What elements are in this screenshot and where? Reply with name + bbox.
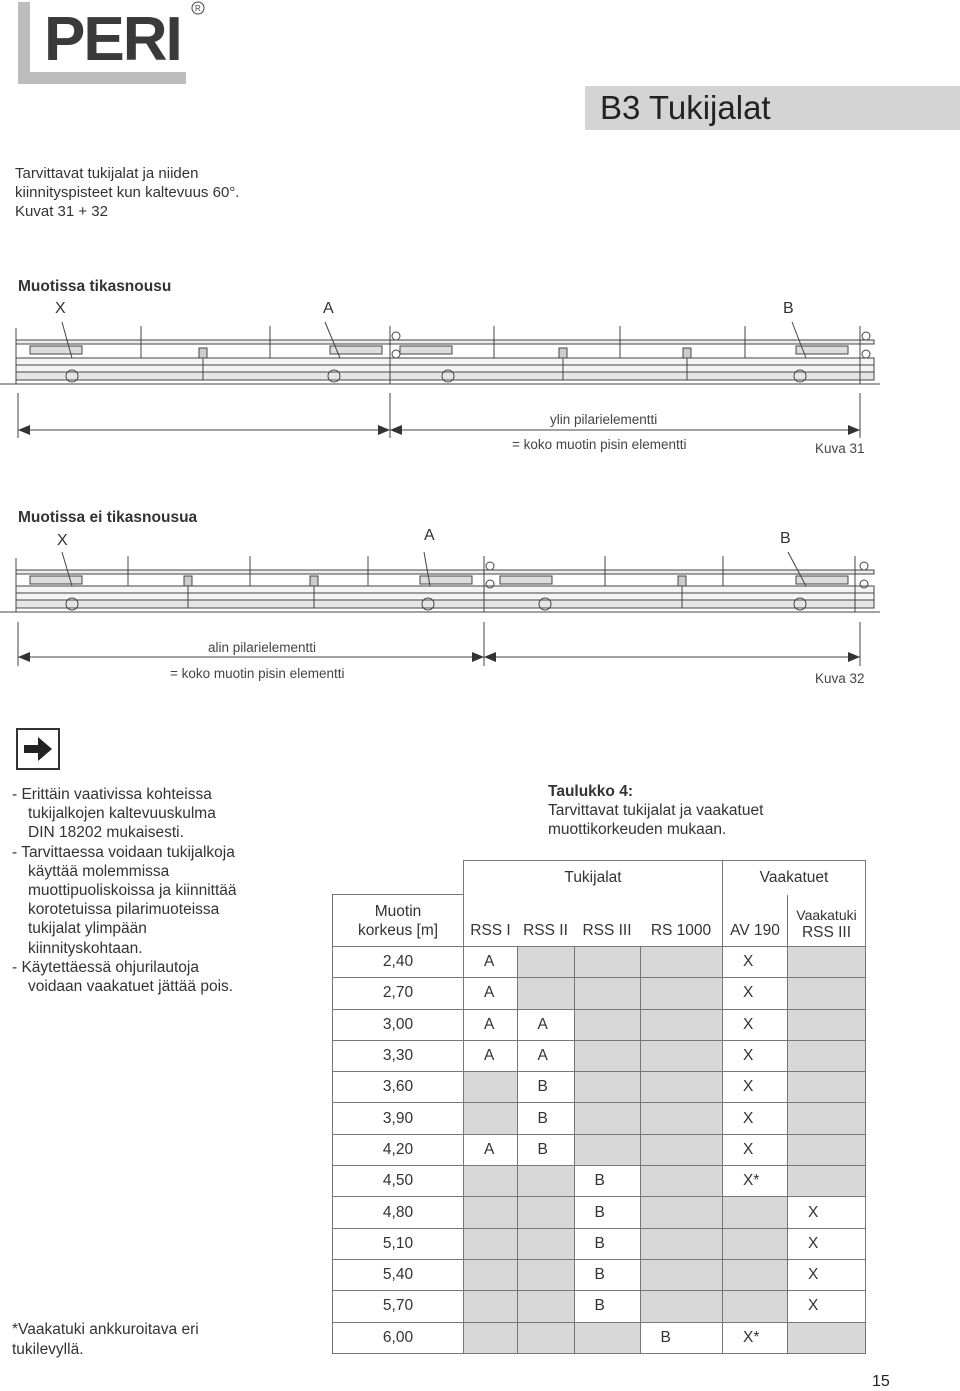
table-row (333, 1259, 866, 1290)
cell-value (641, 984, 661, 1001)
table-cell (464, 978, 518, 1009)
cell-value (641, 1016, 661, 1033)
page-title: B3 Tukijalat (600, 89, 771, 126)
cell-value: X (808, 1297, 819, 1315)
cell-value (788, 1047, 808, 1064)
cell-value (575, 1110, 595, 1127)
table-cell (464, 1228, 518, 1259)
cell-value: B (594, 1297, 605, 1315)
table-cell (788, 1009, 866, 1040)
fig31-dimension-note: = koko muotin pisin elementti (512, 437, 687, 452)
height-cell: 4,20 (333, 1134, 464, 1165)
note-line: kiinnityskohtaan. (28, 939, 143, 957)
table-cell (574, 1259, 640, 1290)
table-cell (640, 1072, 723, 1103)
column-header-height: Muotin korkeus [m] (333, 895, 464, 947)
column-header: RSS III (574, 895, 640, 947)
cell-value: B (594, 1203, 605, 1221)
fig31-label-b: B (783, 300, 794, 317)
table-cell (464, 1197, 518, 1228)
cell-value (575, 953, 595, 970)
table-cell (788, 1197, 866, 1228)
cell-value: A (484, 1047, 495, 1065)
cell-value (788, 1329, 808, 1346)
cell-value (641, 1141, 661, 1158)
table-cell (517, 1228, 574, 1259)
height-cell: 6,00 (333, 1322, 464, 1353)
table-cell (574, 947, 640, 978)
cell-value (518, 984, 538, 1001)
cell-value (641, 1110, 661, 1127)
table-cell (574, 978, 640, 1009)
table-row (333, 1291, 866, 1322)
table-cell (723, 1134, 788, 1165)
cell-value (641, 1172, 661, 1189)
table-cell (723, 1228, 788, 1259)
table-cell (788, 1103, 866, 1134)
cell-value (641, 1266, 661, 1283)
cell-value: B (660, 1328, 671, 1346)
height-cell: 3,60 (333, 1072, 464, 1103)
cell-value: B (594, 1172, 605, 1190)
cell-value (575, 1047, 595, 1064)
table-cell (640, 1166, 723, 1197)
fig32-dimension-note: = koko muotin pisin elementti (170, 666, 345, 681)
table-cell (788, 1040, 866, 1071)
cell-value (464, 1172, 484, 1189)
cell-value: B (537, 1140, 548, 1158)
table-row (333, 978, 866, 1009)
cell-value (788, 1016, 808, 1033)
table-cell (788, 1291, 866, 1322)
table-cell (640, 1322, 723, 1353)
group-header-vaakatuet: Vaakatuet (723, 861, 866, 895)
table-cell (723, 1072, 788, 1103)
cell-value (641, 1047, 661, 1064)
cell-value (641, 953, 661, 970)
support-table (332, 860, 866, 1354)
table-row (333, 1009, 866, 1040)
height-cell: 3,30 (333, 1040, 464, 1071)
cell-value: A (484, 953, 495, 971)
cell-value (575, 1329, 595, 1346)
cell-value: B (594, 1234, 605, 1252)
table-cell (788, 1134, 866, 1165)
table-cell (574, 1103, 640, 1134)
cell-value (641, 1235, 661, 1252)
cell-value: B (537, 1078, 548, 1096)
footnote-line: tukilevyllä. (12, 1340, 84, 1358)
table-cell (574, 1228, 640, 1259)
cell-value (788, 1172, 808, 1189)
cell-value: X (743, 1140, 754, 1158)
cell-value (464, 1297, 484, 1314)
column-header: RSS I (464, 895, 518, 947)
table-cell (464, 1103, 518, 1134)
table-cell (464, 1166, 518, 1197)
height-cell: 3,00 (333, 1009, 464, 1040)
table-cell (574, 1291, 640, 1322)
table-cell (574, 1040, 640, 1071)
table-cell (517, 1259, 574, 1290)
cell-value: A (537, 1047, 548, 1065)
table-cell (464, 1009, 518, 1040)
cell-value: A (484, 1015, 495, 1033)
cell-value (464, 1329, 484, 1346)
cell-value (464, 1266, 484, 1283)
fig31-label-a: A (323, 300, 334, 317)
fig32-formwork-drawing (0, 550, 960, 680)
footnote (12, 1320, 199, 1359)
table-cell (464, 1072, 518, 1103)
cell-value: X (743, 984, 754, 1002)
note-line: korotetuissa pilarimuoteissa (28, 901, 220, 919)
table-cell (517, 1072, 574, 1103)
cell-value (641, 1204, 661, 1221)
intro-line: Kuvat 31 + 32 (15, 203, 108, 220)
svg-text:R: R (195, 4, 201, 13)
cell-value: X (743, 1015, 754, 1033)
cell-value (641, 1078, 661, 1095)
cell-value (464, 1110, 484, 1127)
cell-value (788, 984, 808, 1001)
cell-value (464, 1078, 484, 1095)
cell-value: A (484, 1140, 495, 1158)
cell-value: X (743, 1109, 754, 1127)
cell-value (518, 1235, 538, 1252)
note-line: tukijalkojen kaltevuuskulma (28, 805, 216, 823)
table-cell (517, 1197, 574, 1228)
cell-value: A (484, 984, 495, 1002)
table-cell (640, 1197, 723, 1228)
fig32-label-x: X (57, 532, 68, 549)
cell-value: X (743, 1078, 754, 1096)
table-cell (517, 947, 574, 978)
table-cell (788, 947, 866, 978)
table-cell (464, 947, 518, 978)
cell-value (575, 984, 595, 1001)
table-cell (517, 1166, 574, 1197)
table-cell (517, 1040, 574, 1071)
notes-list (12, 785, 312, 996)
table-cell (640, 1228, 723, 1259)
table-cell (464, 1259, 518, 1290)
intro-line: Tarvittavat tukijalat ja niiden (15, 165, 199, 182)
fig32-title: Muotissa ei tikasnousua (18, 509, 198, 526)
intro-text (15, 164, 315, 221)
table-cell (640, 978, 723, 1009)
height-cell: 4,80 (333, 1197, 464, 1228)
table-cell (464, 1134, 518, 1165)
cell-value (464, 1204, 484, 1221)
table-cell (723, 1040, 788, 1071)
table-cell (788, 1228, 866, 1259)
table-row (333, 1197, 866, 1228)
table-cell (517, 1103, 574, 1134)
table-cell (723, 1259, 788, 1290)
cell-value (788, 1078, 808, 1095)
cell-value (518, 1204, 538, 1221)
cell-value: X (808, 1266, 819, 1284)
table-cell (574, 1322, 640, 1353)
note-line: - Käytettäessä ohjurilautoja (12, 958, 199, 976)
table-cell (640, 1009, 723, 1040)
table-cell (640, 1291, 723, 1322)
cell-value (575, 1141, 595, 1158)
cell-value (464, 1235, 484, 1252)
table-row (333, 1103, 866, 1134)
group-header-tukijalat: Tukijalat (464, 861, 723, 895)
cell-value (518, 1329, 538, 1346)
cell-value (788, 1110, 808, 1127)
cell-value: X (743, 1047, 754, 1065)
column-header: Vaakatuki RSS III (788, 895, 866, 947)
fig31-caption: Kuva 31 (815, 441, 865, 456)
table-cell (723, 947, 788, 978)
table-cell (464, 1291, 518, 1322)
height-cell: 2,70 (333, 978, 464, 1009)
table-row (333, 1072, 866, 1103)
table-cell (574, 1166, 640, 1197)
column-header: AV 190 (723, 895, 788, 947)
cell-value (723, 1297, 743, 1314)
cell-value: X* (743, 1328, 760, 1346)
fig32-label-b: B (780, 530, 791, 547)
table-cell (517, 1322, 574, 1353)
table-cell (574, 1197, 640, 1228)
note-line: muottipuoliskoissa ja kiinnittää (28, 882, 237, 900)
table-cell (517, 978, 574, 1009)
table-cell (517, 1291, 574, 1322)
table-caption (548, 782, 763, 839)
table-cell (517, 1009, 574, 1040)
column-header: RSS II (517, 895, 574, 947)
cell-value: B (537, 1109, 548, 1127)
column-header: RS 1000 (640, 895, 723, 947)
table-cell (788, 1322, 866, 1353)
table-cell (723, 1322, 788, 1353)
table-cell (574, 1009, 640, 1040)
cell-value (641, 1297, 661, 1314)
fig31-title: Muotissa tikasnousu (18, 278, 172, 295)
height-cell: 4,50 (333, 1166, 464, 1197)
height-cell: 5,10 (333, 1228, 464, 1259)
cell-value (575, 1016, 595, 1033)
note-line: - Tarvittaessa voidaan tukijalkoja (12, 843, 235, 861)
note-line: voidaan vaakatuet jättää pois. (28, 978, 234, 996)
table-body (333, 947, 866, 1354)
cell-value (518, 1266, 538, 1283)
table-cell (723, 1291, 788, 1322)
table-cell (788, 978, 866, 1009)
cell-value (575, 1078, 595, 1095)
page-number: 15 (872, 1373, 890, 1390)
table-cell (464, 1040, 518, 1071)
note-line: käyttää molemmissa (28, 862, 170, 880)
table-caption-line: muottikorkeuden mukaan. (548, 821, 727, 838)
note-line: DIN 18202 mukaisesti. (28, 824, 184, 842)
height-cell: 5,40 (333, 1259, 464, 1290)
height-cell: 2,40 (333, 947, 464, 978)
cell-value (788, 1141, 808, 1158)
table-cell (723, 1009, 788, 1040)
table-cell (640, 1259, 723, 1290)
cell-value (788, 953, 808, 970)
fig32-caption: Kuva 32 (815, 671, 865, 686)
table-cell (574, 1134, 640, 1165)
table-cell (574, 1072, 640, 1103)
table-cell (723, 1103, 788, 1134)
fig31-dimension-label: ylin pilarielementti (550, 412, 658, 427)
table-row (333, 947, 866, 978)
cell-value: X (808, 1234, 819, 1252)
intro-line: kiinnityspisteet kun kaltevuus 60°. (15, 184, 240, 201)
fig32-dimension-label: alin pilarielementti (208, 640, 317, 655)
table-row (333, 1134, 866, 1165)
cell-value (723, 1266, 743, 1283)
cell-value: X (808, 1203, 819, 1221)
table-caption-line: Tarvittavat tukijalat ja vaakatuet (548, 802, 764, 819)
table-cell (464, 1322, 518, 1353)
table-row (333, 1322, 866, 1353)
arrow-right-icon (16, 728, 60, 770)
height-cell: 3,90 (333, 1103, 464, 1134)
cell-value (518, 1172, 538, 1189)
table-row (333, 1040, 866, 1071)
note-line: - Erittäin vaativissa kohteissa (12, 786, 212, 803)
cell-value: X* (743, 1172, 760, 1190)
note-line: tukijalat ylimpään (28, 920, 147, 938)
cell-value (518, 953, 538, 970)
table-cell (788, 1166, 866, 1197)
cell-value: B (594, 1266, 605, 1284)
table-cell (788, 1072, 866, 1103)
table-cell (640, 1040, 723, 1071)
cell-value (723, 1235, 743, 1252)
peri-logo (18, 0, 201, 84)
height-cell: 5,70 (333, 1291, 464, 1322)
cell-value (723, 1204, 743, 1221)
svg-text:PERI: PERI (44, 5, 181, 74)
table-cell (640, 1134, 723, 1165)
table-row (333, 1228, 866, 1259)
table-cell (723, 1197, 788, 1228)
table-cell (723, 1166, 788, 1197)
table-cell (517, 1134, 574, 1165)
cell-value: A (537, 1015, 548, 1033)
cell-value (518, 1297, 538, 1314)
cell-value: X (743, 953, 754, 971)
table-cell (640, 1103, 723, 1134)
fig32-label-a: A (424, 527, 435, 544)
table-caption-title: Taulukko 4: (548, 783, 633, 800)
fig31-label-x: X (55, 300, 66, 317)
table-cell (788, 1259, 866, 1290)
table-row (333, 1166, 866, 1197)
table-cell (640, 947, 723, 978)
footnote-line: *Vaakatuki ankkuroitava eri (12, 1321, 199, 1338)
table-cell (723, 978, 788, 1009)
